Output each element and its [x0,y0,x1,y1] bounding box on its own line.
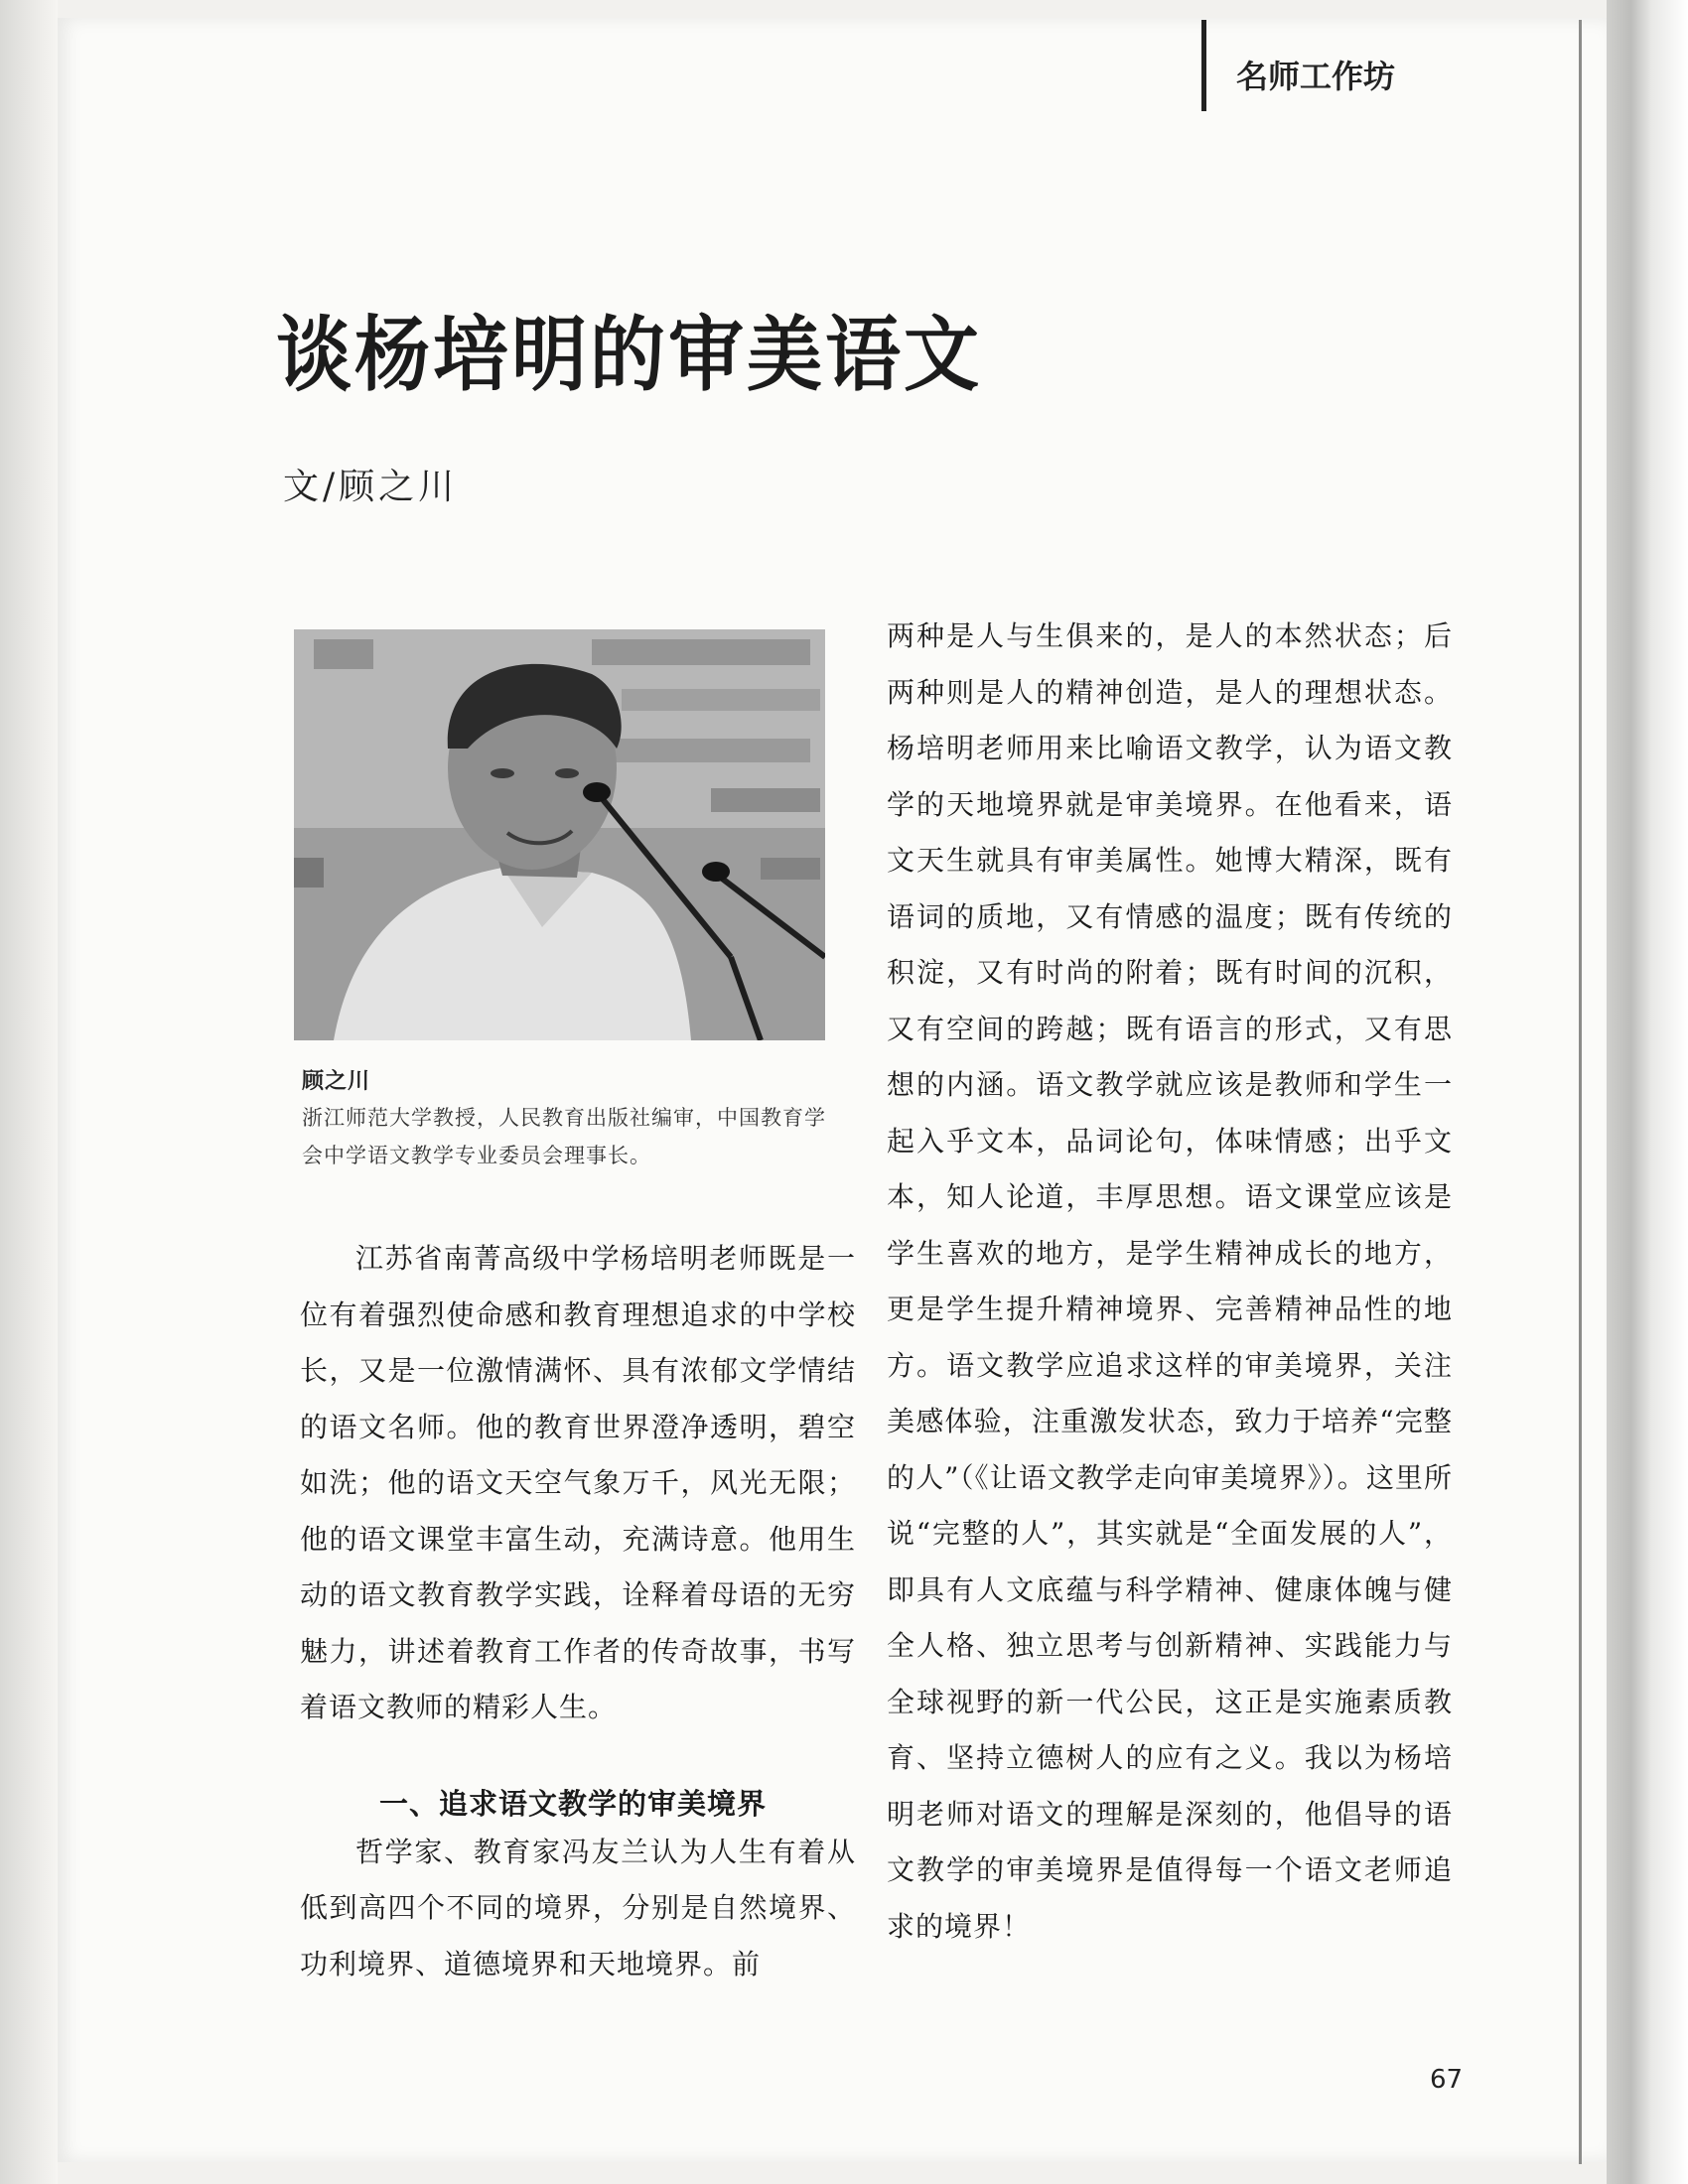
column-name: 名师工作坊 [1236,58,1396,95]
right-column [887,609,1453,1955]
byline: 文/顾之川 [283,467,459,507]
article-title: 谈杨培明的审美语文 [276,306,982,403]
column-tag [1201,20,1395,111]
portrait-photo-icon [294,629,825,1040]
left-column [300,1231,856,1992]
page-number: 67 [1430,2065,1464,2095]
section1-paragraph-start: 哲学家、教育家冯友兰认为人生有着从低到高四个不同的境界，分别是自然境界、功利境界、道德境界和天地境界。前 [300,1835,856,1980]
intro-paragraph: 江苏省南菁高级中学杨培明老师既是一位有着强烈使命感和教育理想追求的中学校长，又是一位激情满怀、具有浓郁文学情结的语文名师。他的教育世界澄净透明，碧空如洗；他的语文天空气象万千，风光无限；他的语文课堂丰富生动，充满诗意。他用生动的语文教育教学实践，诠释着母语的无穷魅力，讲述着教育工作者的传奇故事，书写着语文教师的精彩人生。 [300,1242,856,1723]
section1-paragraph-continued: 两种是人与生俱来的，是人的本然状态；后两种则是人的精神创造，是人的理想状态。杨培明老师用来比喻语文教学，认为语文教学的天地境界就是审美境界。在他看来，语文天生就具有审美属性。她博大精深，既有语词的质地，又有情感的温度；既有传统的积淀，又有时尚的附着；既有时间的沉积，又有空间的跨越；既有语言的形式，又有思想的内涵。语文教学就应该是教师和学生一起入乎文本，品词论句，体味情感；出乎文本，知人论道，丰厚思想。语文课堂应该是学生喜欢的地方，是学生精神成长的地方，更是学生提升精神境界、完善精神品性的地方。语文教学应追求这样的审美境界，关注美感体验，注重激发状态，致力于培养“完整的人”（《让语文教学走向审美境界》）。这里所说“完整的人”，其实就是“全面发展的人”，即具有人文底蕴与科学精神、健康体魄与健全人格、独立思考与创新精神、实践能力与全球视野的新一代公民，这正是实施素质教育、坚持立德树人的应有之义。我以为杨培明老师对语文的理解是深刻的，他倡导的语文教学的审美境界是值得每一个语文老师追求的境界！ [887,619,1453,1943]
spine-line [1579,20,1582,2164]
caption-name: 顾之川 [302,1068,371,1094]
author-caption [302,1064,838,1174]
author-photo [294,629,825,1040]
page-spine [1607,0,1688,2184]
caption-description: 浙江师范大学教授，人民教育出版社编审，中国教育学会中学语文教学专业委员会理事长。 [302,1106,826,1167]
scan-left-edge [0,0,58,2184]
section-heading: 一、追求语文教学的审美境界 [379,1786,768,1821]
